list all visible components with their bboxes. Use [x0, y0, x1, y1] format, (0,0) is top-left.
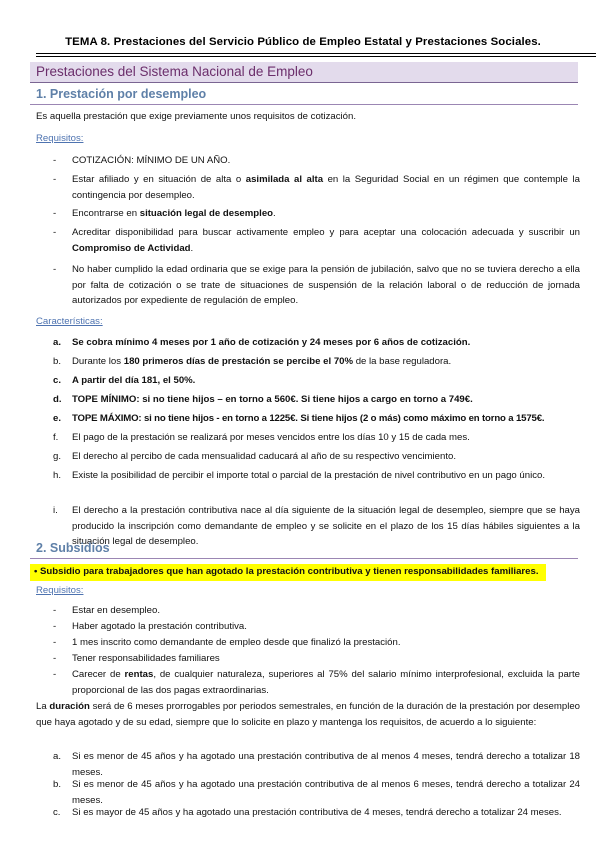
caso-b: Si es menor de 45 años y ha agotado una prestación contributiva de al menos 6 meses, tendrá derecho a totalizar 24 meses.: [72, 779, 580, 806]
section-title: Prestaciones del Sistema Nacional de Empleo: [36, 64, 313, 79]
list-marker: f.: [53, 432, 59, 443]
caracteristica-g: El derecho al percibo de cada mensualidad caducará al año de su respectivo vencimiento.: [72, 451, 456, 462]
subsidio-requisitos-label: Requisitos:: [36, 585, 84, 596]
list-marker: h.: [53, 470, 62, 481]
caracteristica-d: TOPE MÍNIMO: si no tiene hijos – en torno a 560€. Si tiene hijos a cargo en torno a 749€.: [72, 394, 473, 405]
heading-prestacion-desempleo: 1. Prestación por desempleo: [36, 87, 207, 101]
section-banner: [30, 62, 578, 83]
subsidio-requisito-3: 1 mes inscrito como demandante de empleo desde que finalizó la prestación.: [72, 637, 401, 648]
list-marker: -: [53, 637, 57, 648]
heading-rule: [30, 558, 578, 559]
subsidio-requisito-4: Tener responsabilidades familiares: [72, 653, 220, 664]
caracteristica-f: El pago de la prestación se realizará por meses vencidos entre los días 10 y 15 de cada mes.: [72, 432, 470, 443]
heading-rule: [30, 104, 578, 105]
caracteristica-b: Durante los 180 primeros días de prestación se percibe el 70% de la base reguladora.: [72, 356, 452, 367]
subsidio-requisito-1: Estar en desempleo.: [72, 605, 160, 616]
list-marker: a.: [53, 751, 62, 762]
requisito-disponibilidad: Acreditar disponibilidad para buscar activamente empleo y para aceptar una colocación adecuada y suscribir un Compromiso de Actividad.: [72, 227, 580, 254]
caracteristica-c: A partir del día 181, el 50%.: [72, 375, 196, 386]
list-marker: i.: [53, 505, 58, 516]
list-marker: b.: [53, 779, 62, 790]
subsidio-title-text: • Subsidio para trabajadores que han agotado la prestación contributiva y tienen responsabilidades familiares.: [34, 566, 539, 577]
list-marker: -: [53, 208, 57, 219]
list-marker: c.: [53, 375, 62, 386]
list-marker: -: [53, 621, 57, 632]
list-marker: c.: [53, 807, 61, 818]
caracteristica-h: Existe la posibilidad de percibir el importe total o parcial de la prestación de nivel contributivo en un pago único.: [72, 470, 546, 481]
caso-a: Si es menor de 45 años y ha agotado una prestación contributiva de al menos 4 meses, tendrá derecho a totalizar 18 meses.: [72, 751, 580, 778]
requisito-situacion-legal: Encontrarse en situación legal de desempleo.: [72, 208, 276, 219]
list-marker: -: [53, 653, 57, 664]
caso-c: Si es mayor de 45 años y ha agotado una prestación contributiva de 4 meses, tendrá derecho a totalizar 24 meses.: [72, 807, 562, 818]
subsidio-requisito-5: Carecer de rentas, de cualquier naturaleza, superiores al 75% del salario mínimo interprofesional, excluida la parte proporcional de las dos pagas extraordinarias.: [72, 669, 580, 696]
list-marker: -: [53, 669, 57, 680]
list-marker: g.: [53, 451, 62, 462]
intro-paragraph: Es aquella prestación que exige previamente unos requisitos de cotización.: [36, 111, 356, 122]
list-marker: -: [53, 174, 57, 185]
caracteristica-e: TOPE MÁXIMO: si no tiene hijos - en torno a 1225€. Si tiene hijos (2 o más) como máximo en torno a 1575€.: [72, 413, 545, 424]
subsidio-requisito-2: Haber agotado la prestación contributiva.: [72, 621, 247, 632]
list-marker: -: [53, 155, 57, 166]
requisito-edad: No haber cumplido la edad ordinaria que se exige para la pensión de jubilación, salvo que no se tuviera derecho a ella por falta de cotización o se trate de situaciones de suspensión de la relación laboral o de reducción de jornada autorizados por expediente de regulación de empleo.: [72, 264, 580, 306]
header-rule-bottom: [36, 56, 596, 57]
header-rule-top: [36, 53, 596, 54]
list-marker: b.: [53, 356, 62, 367]
requisitos-label: Requisitos:: [36, 133, 84, 144]
caracteristicas-label: Características:: [36, 316, 103, 327]
list-marker: d.: [53, 394, 62, 405]
heading-subsidios: 2. Subsidios: [36, 541, 110, 555]
list-marker: a.: [53, 337, 62, 348]
list-marker: -: [53, 605, 57, 616]
document-header-title: TEMA 8. Prestaciones del Servicio Público de Empleo Estatal y Prestaciones Sociales.: [65, 36, 541, 48]
duracion-paragraph: La duración será de 6 meses prorrogables por periodos semestrales, en función de la duración de la prestación por desempleo que haya agotado y de su edad, siempre que lo solicite en plazo y mantenga los requisitos, de acuerdo a lo siguiente:: [36, 701, 581, 728]
highlighted-subsidio-title: [30, 564, 546, 581]
list-marker: e.: [53, 413, 62, 424]
list-marker: -: [53, 264, 57, 275]
requisito-cotizacion: COTIZACIÓN: MÍNIMO DE UN AÑO.: [72, 155, 231, 166]
caracteristica-i: El derecho a la prestación contributiva nace al día siguiente de la situación legal de desempleo, siempre que se haya producido la inscripción como demandante de empleo y se solicite en el plazo de los 15 días hábiles siguientes a la situación legal de desempleo.: [72, 505, 580, 547]
requisito-afiliado: Estar afiliado y en situación de alta o asimilada al alta en la Seguridad Social en un régimen que contemple la contingencia por desempleo.: [72, 174, 580, 201]
list-marker: -: [53, 227, 57, 238]
caracteristica-a: Se cobra mínimo 4 meses por 1 año de cotización y 24 meses por 6 años de cotización.: [72, 337, 471, 348]
